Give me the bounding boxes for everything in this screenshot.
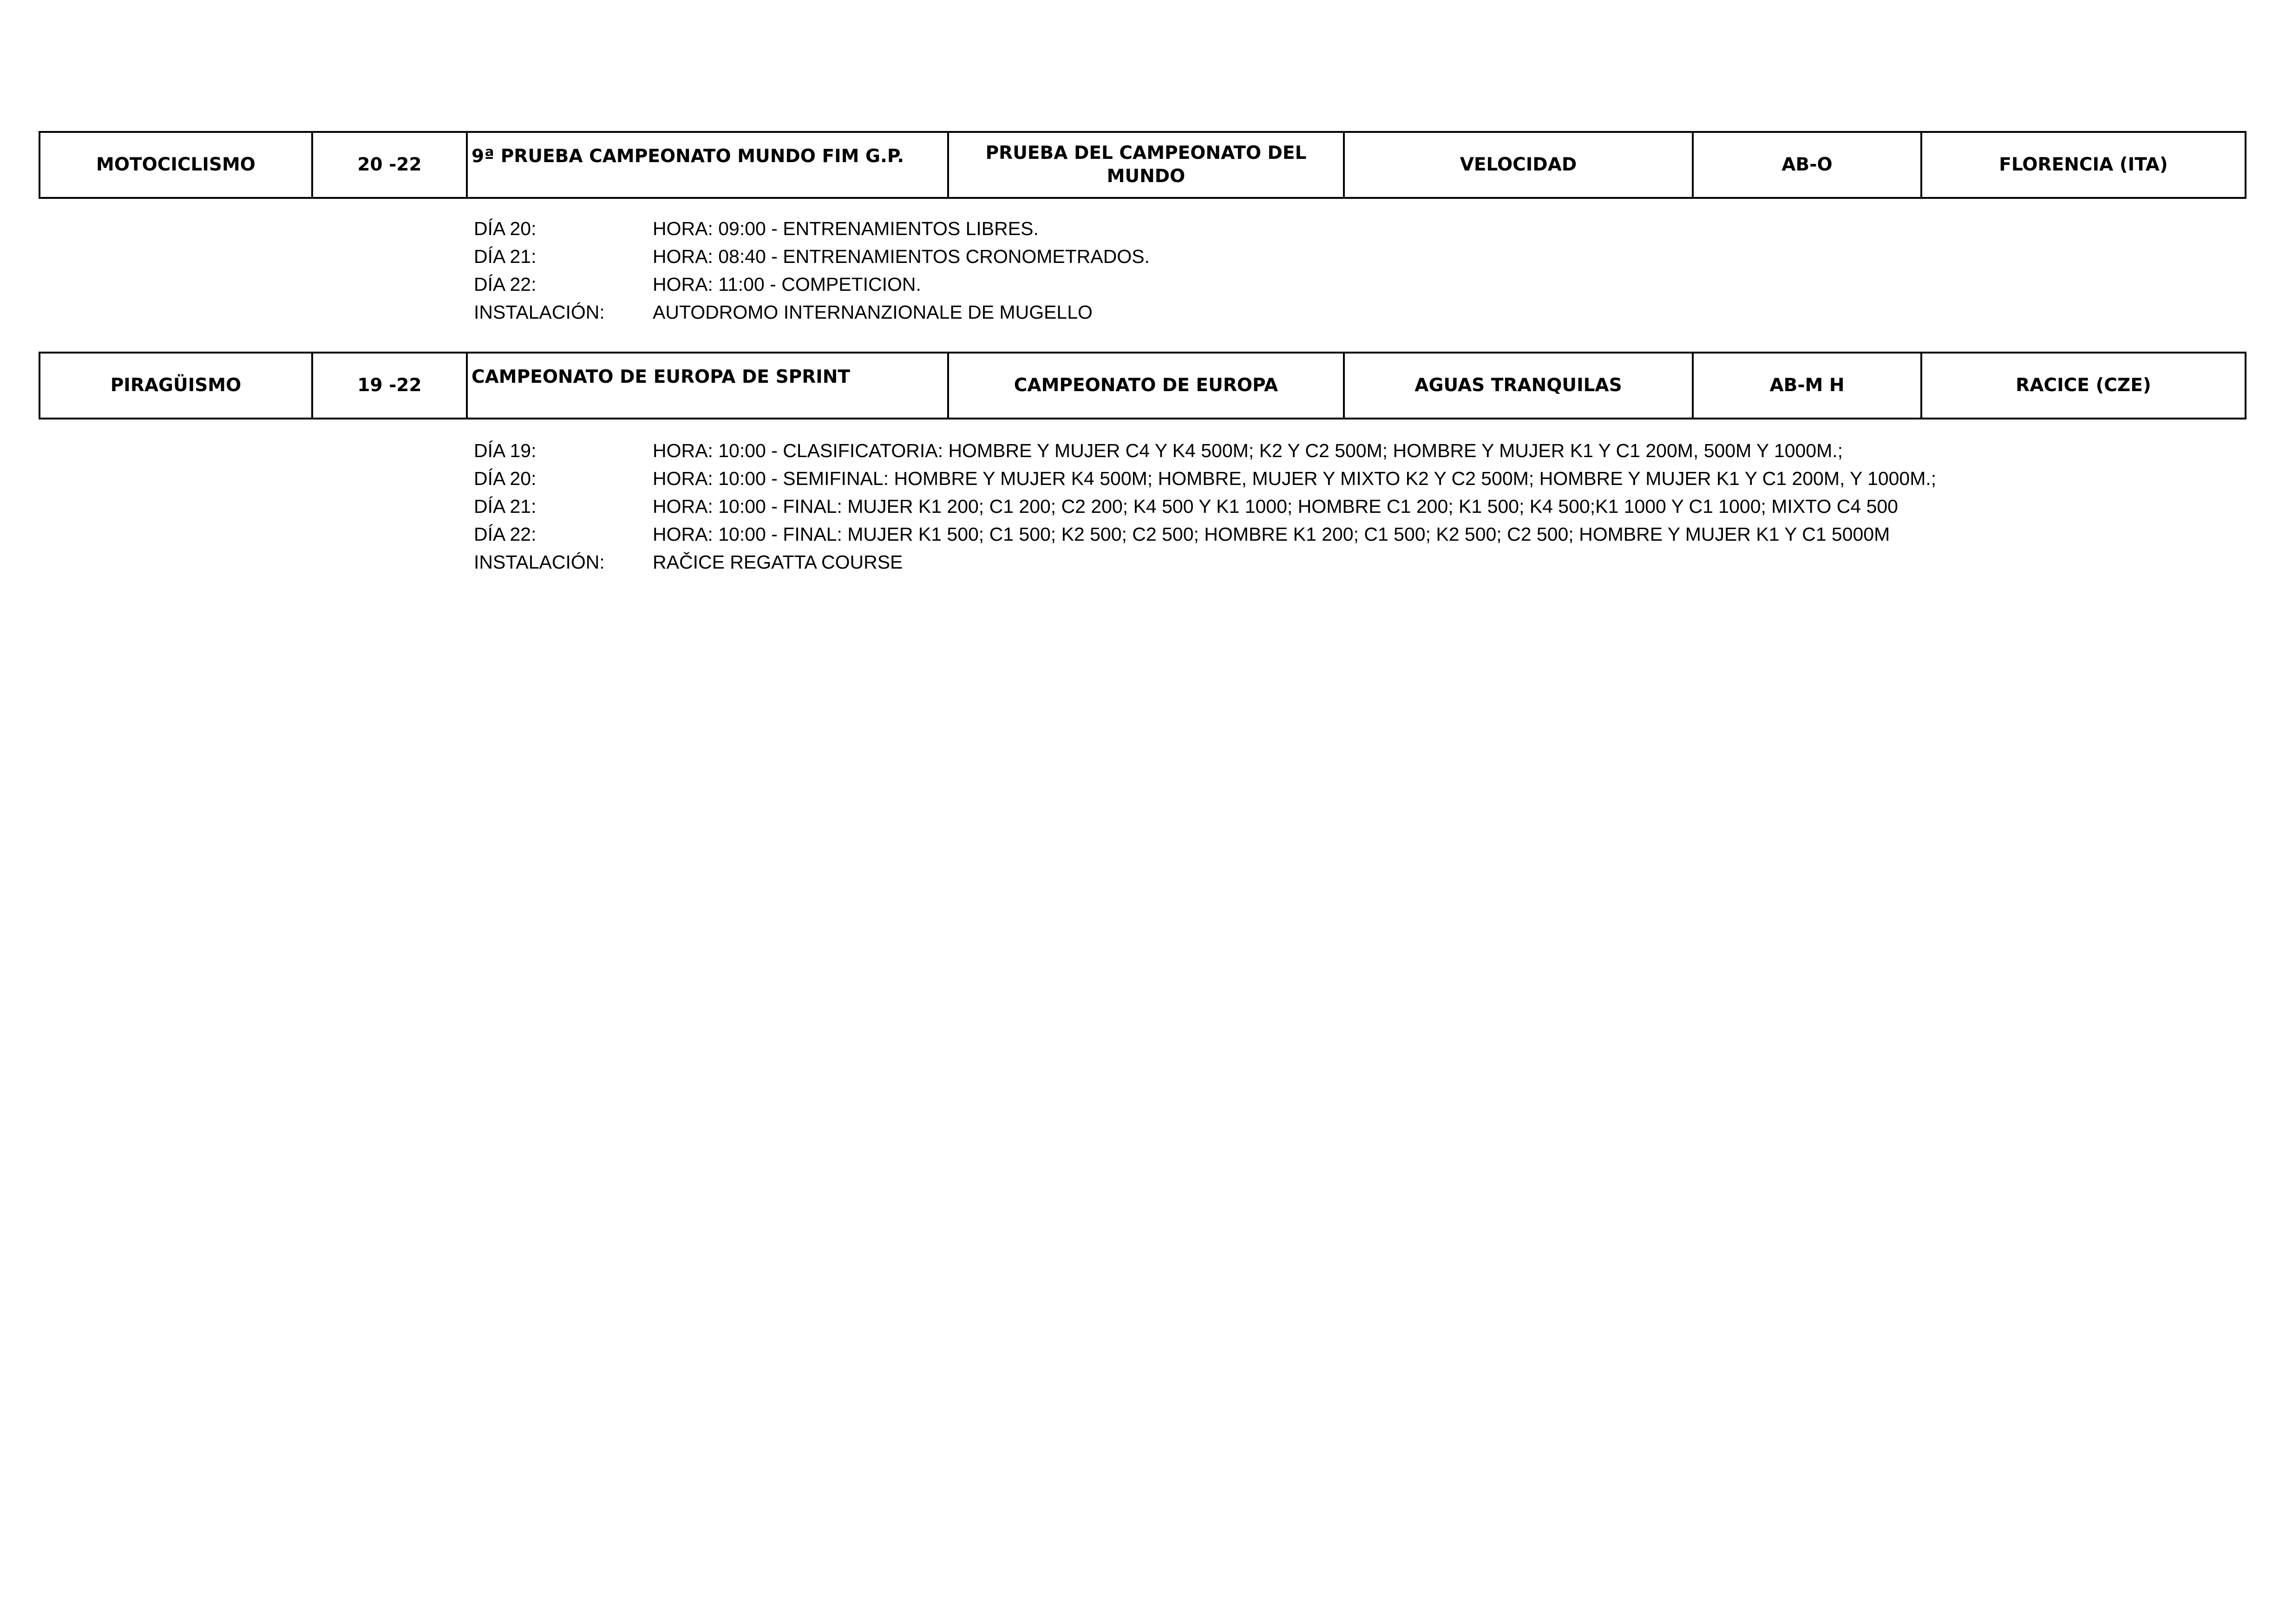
detail-label: DÍA 22: [474, 524, 537, 545]
event-type-cell: CAMPEONATO DE EUROPA [948, 353, 1344, 419]
location-cell: RACICE (CZE) [1921, 353, 2246, 419]
detail-label: DÍA 21: [474, 496, 537, 517]
event-details-piraguismo [474, 437, 2239, 576]
dates-cell: 20 -22 [312, 132, 467, 198]
detail-text: HORA: 10:00 - FINAL: MUJER K1 500; C1 500; K2 500; C2 500; HOMBRE K1 200; C1 500; K2 500; C2 500; HOMBRE Y MUJER K1 Y C1 5000M [653, 524, 1890, 545]
detail-label: DÍA 22: [474, 274, 537, 295]
detail-text: HORA: 08:40 - ENTRENAMIENTOS CRONOMETRADOS. [653, 246, 1150, 267]
sport-cell: MOTOCICLISMO [39, 132, 312, 198]
detail-row [474, 465, 2239, 492]
detail-label: DÍA 20: [474, 218, 537, 239]
detail-label: INSTALACIÓN: [474, 551, 605, 573]
event-table-motociclismo [39, 131, 2246, 199]
event-type-cell: PRUEBA DEL CAMPEONATO DEL MUNDO [948, 132, 1344, 198]
detail-row [474, 215, 2239, 242]
category-cell: AB-O [1693, 132, 1921, 198]
detail-text: HORA: 10:00 - FINAL: MUJER K1 200; C1 200; C2 200; K4 500 Y K1 1000; HOMBRE C1 200; K1 500; K4 500;K1 1000 Y C1 1000; MIXTO C4 500 [653, 496, 1898, 517]
location-cell: FLORENCIA (ITA) [1921, 132, 2246, 198]
detail-row [474, 437, 2239, 465]
detail-text: HORA: 09:00 - ENTRENAMIENTOS LIBRES. [653, 218, 1039, 239]
detail-text: HORA: 11:00 - COMPETICION. [653, 274, 921, 295]
detail-row [474, 298, 2239, 326]
detail-text: RAČICE REGATTA COURSE [653, 551, 903, 573]
sport-cell: PIRAGÜISMO [39, 353, 312, 419]
detail-label: DÍA 20: [474, 468, 537, 489]
modality-cell: AGUAS TRANQUILAS [1344, 353, 1693, 419]
detail-row [474, 548, 2239, 576]
category-cell: AB-M H [1693, 353, 1921, 419]
event-details-motociclismo [474, 215, 2239, 326]
detail-row [474, 492, 2239, 520]
event-table-piraguismo [39, 352, 2246, 419]
detail-row [474, 242, 2239, 270]
detail-text: HORA: 10:00 - CLASIFICATORIA: HOMBRE Y MUJER C4 Y K4 500M; K2 Y C2 500M; HOMBRE Y MUJER K1 Y C1 200M, 500M Y 1000M.; [653, 440, 1843, 461]
event-row [39, 353, 2246, 419]
detail-label: DÍA 19: [474, 440, 537, 461]
modality-cell: VELOCIDAD [1344, 132, 1693, 198]
event-name-cell: CAMPEONATO DE EUROPA DE SPRINT [467, 353, 948, 419]
detail-label: INSTALACIÓN: [474, 301, 605, 323]
event-name-cell: 9ª PRUEBA CAMPEONATO MUNDO FIM G.P. [467, 132, 948, 198]
dates-cell: 19 -22 [312, 353, 467, 419]
detail-row [474, 270, 2239, 298]
detail-label: DÍA 21: [474, 246, 537, 267]
detail-text: HORA: 10:00 - SEMIFINAL: HOMBRE Y MUJER K4 500M; HOMBRE, MUJER Y MIXTO K2 Y C2 500M; HOMBRE Y MUJER K1 Y C1 200M, Y 1000M.; [653, 468, 1937, 489]
event-row [39, 132, 2246, 198]
detail-text: AUTODROMO INTERNANZIONALE DE MUGELLO [653, 301, 1093, 323]
detail-row [474, 520, 2239, 548]
